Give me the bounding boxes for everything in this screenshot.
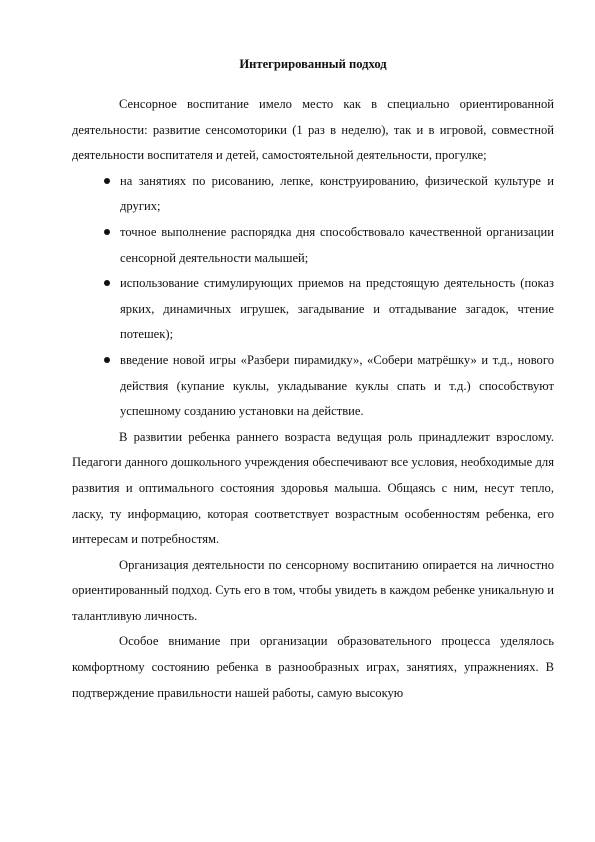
document-title: Интегрированный подход (239, 57, 387, 71)
list-item (72, 271, 554, 348)
bullet-dot-icon (104, 280, 110, 286)
list-item-text: на занятиях по рисованию, лепке, конструированию, физической культуре и других; (120, 173, 554, 214)
list-item (72, 169, 554, 220)
list-item-text: точное выполнение распорядка дня способствовало качественной организации сенсорной деятельности малышей; (120, 224, 554, 265)
list-item-text: использование стимулирующих приемов на предстоящую деятельность (показ ярких, динамичных игрушек, загадывание и отгадывание загадок, чтение потешек); (120, 276, 554, 342)
bullet-dot-icon (104, 178, 110, 184)
list-item-text: введение новой игры «Разбери пирамидку», «Собери матрёшку» и т.д., нового действия (купание куклы, укладывание куклы спать и т.д.) способствуют успешному созданию установки на действие. (120, 352, 554, 419)
bullet-dot-icon (104, 357, 110, 363)
body-paragraph: В развитии ребенка раннего возраста ведущая роль принадлежит взрослому. Педагоги данного дошкольного учреждения обеспечивают все условия, необходимые для развития и оптимального состояния здоровья малыша. Общаясь с ним, несут тепло, ласку, ту информацию, которая соответствует возрастным особенностям ребенка, его интересам и потребностям. (72, 429, 554, 547)
bullet-dot-icon (104, 229, 110, 235)
list-item (72, 220, 554, 271)
intro-paragraph: Сенсорное воспитание имело место как в специально ориентированной деятельности: развитие сенсомоторики (1 раз в неделю), так и в игровой, совместной деятельности воспитателя и детей, самостоятельной деятельности, прогулке; (72, 97, 554, 163)
document-page (72, 52, 554, 706)
body-paragraph: Особое внимание при организации образовательного процесса уделялось комфортному состоянию ребенка в разнообразных играх, занятиях, упражнениях. В подтверждение правильности нашей работы, самую высокую (72, 634, 554, 700)
bullet-list (72, 169, 554, 425)
list-item (72, 348, 554, 425)
body-paragraph: Организация деятельности по сенсорному воспитанию опирается на личностно ориентированный подход. Суть его в том, чтобы увидеть в каждом ребенке уникальную и талантливую личность. (72, 557, 554, 623)
